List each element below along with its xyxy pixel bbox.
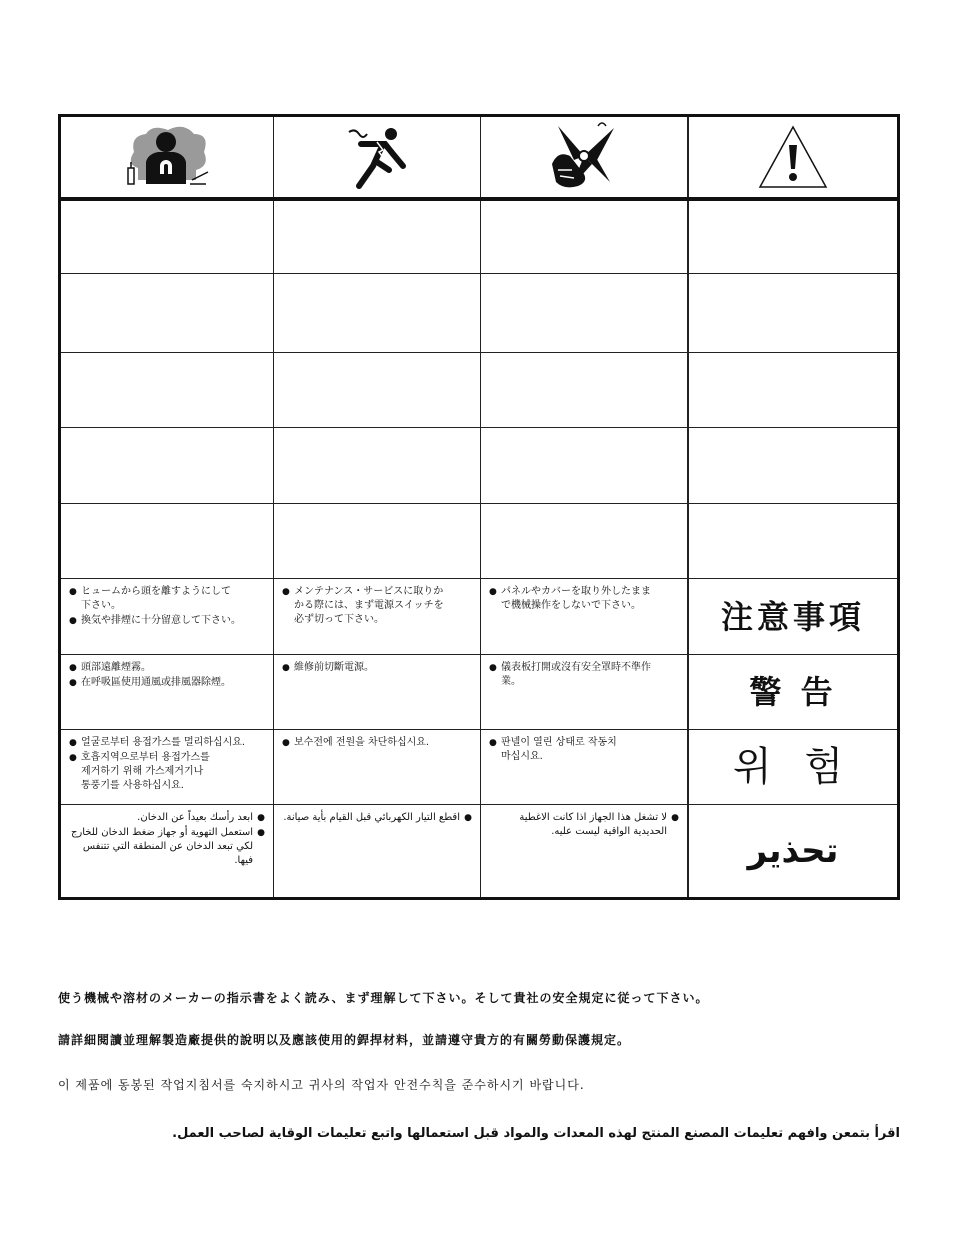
blank-cell xyxy=(274,201,481,273)
electric-shock-icon xyxy=(274,117,481,197)
bullet-item: ● استعمل التهوية أو جهاز ضغط الدخان للخارج لكي تبعد الدخان عن المنطقة التي تتنفس فيها. xyxy=(69,826,265,868)
bullet-item: ● 頭部遠離煙霧。 xyxy=(69,661,265,675)
chinese-row xyxy=(61,655,897,730)
blank-cell xyxy=(61,428,274,503)
blank-row-4 xyxy=(61,428,897,504)
japanese-fumes-text xyxy=(61,579,274,654)
blank-cell xyxy=(481,353,688,427)
footer-japanese: 使う機械や溶材のメーカーの指示書をよく読み、まず理解して下さい。そして貴社の安全規定に従って下さい。 xyxy=(58,991,709,1005)
japanese-shock-text xyxy=(274,579,481,654)
bullet-item: ● 보수전에 전원을 차단하십시요. xyxy=(282,736,472,750)
blank-cell xyxy=(688,201,897,273)
arabic-fumes-text xyxy=(61,805,274,897)
japanese-moving-parts-text xyxy=(481,579,688,654)
blank-cell xyxy=(61,504,274,578)
bullet-item: ● 얼굴로부터 용접가스를 멀리하십시요. xyxy=(69,736,265,750)
blank-cell xyxy=(688,504,897,578)
blank-row-2 xyxy=(61,274,897,353)
korean-moving-parts-text xyxy=(481,730,688,804)
blank-cell xyxy=(274,274,481,352)
blank-row-1 xyxy=(61,201,897,274)
footer-chinese: 請詳細閱讀並理解製造廠提供的說明以及應該使用的銲捍材料，並請遵守貴方的有關勞動保護規定。 xyxy=(58,1033,631,1047)
bullet-item: ● 維修前切斷電源。 xyxy=(282,661,472,675)
blank-cell xyxy=(481,201,688,273)
blank-cell xyxy=(688,353,897,427)
korean-fumes-text xyxy=(61,730,274,804)
blank-cell xyxy=(61,353,274,427)
chinese-moving-parts-text xyxy=(481,655,688,729)
blank-cell xyxy=(274,428,481,503)
moving-parts-icon xyxy=(481,117,688,197)
bullet-item: ● 換気や排煙に十分留意して下さい。 xyxy=(69,614,265,628)
bullet-item: ● 在呼吸區使用通風或排風器除煙。 xyxy=(69,676,265,690)
icon-row xyxy=(61,117,897,201)
bullet-item: ● 儀表板打開或沒有安全罩時不準作 業。 xyxy=(489,661,679,689)
bullet-item: ● 호흡지역으로부터 용접가스를 제거하기 위해 가스제거기나 통풍기를 사용하십시요. xyxy=(69,751,265,793)
bullet-item: ● パネルやカバーを取り外したまま で機械操作をしないで下さい。 xyxy=(489,585,679,613)
blank-cell xyxy=(274,504,481,578)
blank-cell xyxy=(688,274,897,352)
japanese-heading: 注意事項 xyxy=(688,579,897,654)
blank-cell xyxy=(481,428,688,503)
korean-heading: 위 험 xyxy=(688,730,897,804)
korean-shock-text xyxy=(274,730,481,804)
blank-cell xyxy=(61,201,274,273)
footer-arabic: اقرأ بتمعن وافهم تعليمات المصنع المنتج لهذه المعدات والمواد قبل استعمالها واتبع تعليمات الوقاية لصاحب العمل. xyxy=(172,1126,900,1141)
fumes-gases-icon xyxy=(61,117,274,197)
footer-korean: 이 제품에 동봉된 작업지침서를 숙지하시고 귀사의 작업자 안전수칙을 준수하시기 바랍니다. xyxy=(58,1078,585,1092)
warning-triangle-icon xyxy=(688,117,897,197)
chinese-shock-text xyxy=(274,655,481,729)
chinese-heading: 警 告 xyxy=(688,655,897,729)
arabic-moving-parts-text xyxy=(481,805,688,897)
arabic-shock-text xyxy=(274,805,481,897)
blank-row-5 xyxy=(61,504,897,579)
blank-cell xyxy=(274,353,481,427)
blank-cell xyxy=(481,274,688,352)
arabic-row xyxy=(61,805,897,897)
bullet-item: ● ابعد رأسك بعيداً عن الدخان. xyxy=(69,811,265,825)
chinese-fumes-text xyxy=(61,655,274,729)
bullet-item: ● اقطع التيار الكهربائي قبل القيام بأية صيانة. xyxy=(282,811,472,825)
korean-row xyxy=(61,730,897,805)
japanese-row xyxy=(61,579,897,655)
safety-warning-table xyxy=(58,114,900,900)
arabic-heading: تحذير xyxy=(688,805,897,897)
blank-cell xyxy=(61,274,274,352)
bullet-item: ● 판넬이 열린 상태로 작동치 마십시요. xyxy=(489,736,679,764)
bullet-item: ● メンテナンス・サービスに取りか かる際には、まず電源スイッチを 必ず切って下さい。 xyxy=(282,585,472,627)
blank-cell xyxy=(481,504,688,578)
bullet-item: ● ヒュームから頭を離すようにして 下さい。 xyxy=(69,585,265,613)
bullet-item: ● لا تشغل هذا الجهاز اذا كانت الاغطية الحديدية الواقية ليست عليه. xyxy=(489,811,679,839)
blank-row-3 xyxy=(61,353,897,428)
blank-cell xyxy=(688,428,897,503)
